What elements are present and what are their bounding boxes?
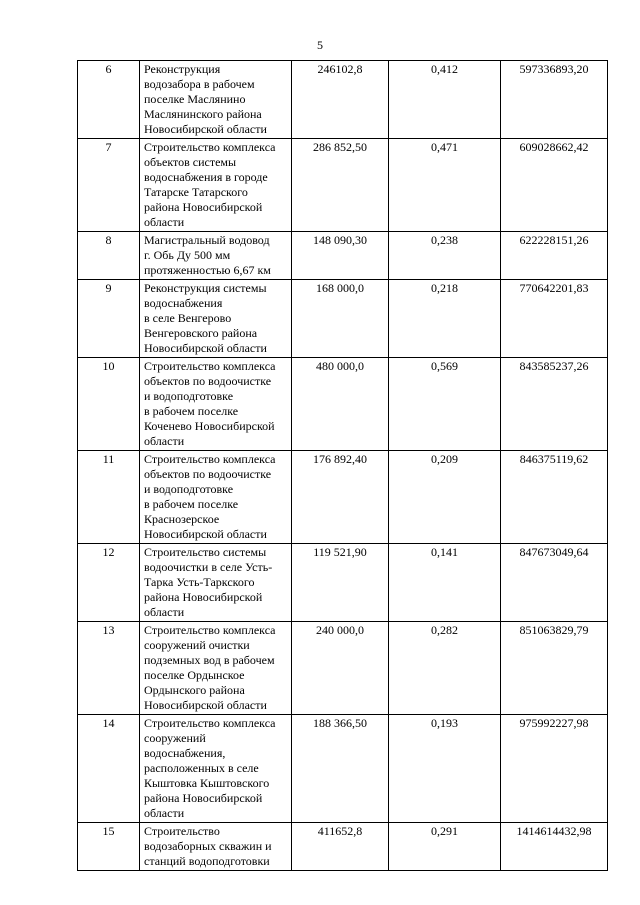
table-row	[78, 622, 608, 715]
table-row	[78, 232, 608, 280]
cost-value: 286 852,50	[292, 139, 389, 232]
cumulative-value: 609028662,42	[501, 139, 608, 232]
table-row	[78, 715, 608, 823]
cumulative-value: 975992227,98	[501, 715, 608, 823]
row-number: 10	[78, 358, 140, 451]
cost-value: 148 090,30	[292, 232, 389, 280]
cumulative-value: 597336893,20	[501, 61, 608, 139]
object-name: Строительство водозаборных скважин и станций водоподготовки	[140, 823, 292, 871]
table-row	[78, 823, 608, 871]
coefficient-value: 0,193	[389, 715, 501, 823]
cumulative-value: 843585237,26	[501, 358, 608, 451]
object-name: Строительство системы водоочистки в селе Усть- Тарка Усть-Таркского района Новосибирской области	[140, 544, 292, 622]
coefficient-value: 0,569	[389, 358, 501, 451]
table-row	[78, 61, 608, 139]
cumulative-value: 851063829,79	[501, 622, 608, 715]
object-name: Строительство комплекса объектов системы водоснабжения в городе Татарске Татарского района Новосибирской области	[140, 139, 292, 232]
object-name: Реконструкция системы водоснабжения в селе Венгерово Венгеровского района Новосибирской области	[140, 280, 292, 358]
coefficient-value: 0,412	[389, 61, 501, 139]
row-number: 12	[78, 544, 140, 622]
coefficient-value: 0,209	[389, 451, 501, 544]
cost-value: 119 521,90	[292, 544, 389, 622]
page-number: 5	[317, 38, 323, 52]
row-number: 8	[78, 232, 140, 280]
cost-value: 411652,8	[292, 823, 389, 871]
coefficient-value: 0,282	[389, 622, 501, 715]
object-name: Строительство комплекса объектов по водоочистке и водоподготовке в рабочем поселке Коченево Новосибирской области	[140, 358, 292, 451]
object-name: Магистральный водовод г. Обь Ду 500 мм протяженностью 6,67 км	[140, 232, 292, 280]
object-name: Строительство комплекса сооружений очистки подземных вод в рабочем поселке Ордынское Ордынского района Новосибирской области	[140, 622, 292, 715]
cumulative-value: 847673049,64	[501, 544, 608, 622]
table-row	[78, 139, 608, 232]
table-row	[78, 280, 608, 358]
cost-value: 168 000,0	[292, 280, 389, 358]
cumulative-value: 846375119,62	[501, 451, 608, 544]
table-row	[78, 451, 608, 544]
cost-value: 246102,8	[292, 61, 389, 139]
row-number: 14	[78, 715, 140, 823]
row-number: 15	[78, 823, 140, 871]
cost-value: 188 366,50	[292, 715, 389, 823]
cost-value: 480 000,0	[292, 358, 389, 451]
row-number: 9	[78, 280, 140, 358]
table-row	[78, 358, 608, 451]
object-name: Строительство комплекса объектов по водоочистке и водоподготовке в рабочем поселке Краснозерское Новосибирской области	[140, 451, 292, 544]
cumulative-value: 1414614432,98	[501, 823, 608, 871]
data-table	[77, 60, 608, 871]
row-number: 6	[78, 61, 140, 139]
cost-value: 176 892,40	[292, 451, 389, 544]
coefficient-value: 0,291	[389, 823, 501, 871]
coefficient-value: 0,218	[389, 280, 501, 358]
row-number: 7	[78, 139, 140, 232]
object-name: Реконструкция водозабора в рабочем поселке Маслянино Маслянинского района Новосибирской области	[140, 61, 292, 139]
table-row	[78, 544, 608, 622]
cumulative-value: 622228151,26	[501, 232, 608, 280]
coefficient-value: 0,238	[389, 232, 501, 280]
coefficient-value: 0,141	[389, 544, 501, 622]
object-name: Строительство комплекса сооружений водоснабжения, расположенных в селе Кыштовка Кыштовского района Новосибирской области	[140, 715, 292, 823]
cumulative-value: 770642201,83	[501, 280, 608, 358]
coefficient-value: 0,471	[389, 139, 501, 232]
cost-value: 240 000,0	[292, 622, 389, 715]
row-number: 11	[78, 451, 140, 544]
row-number: 13	[78, 622, 140, 715]
